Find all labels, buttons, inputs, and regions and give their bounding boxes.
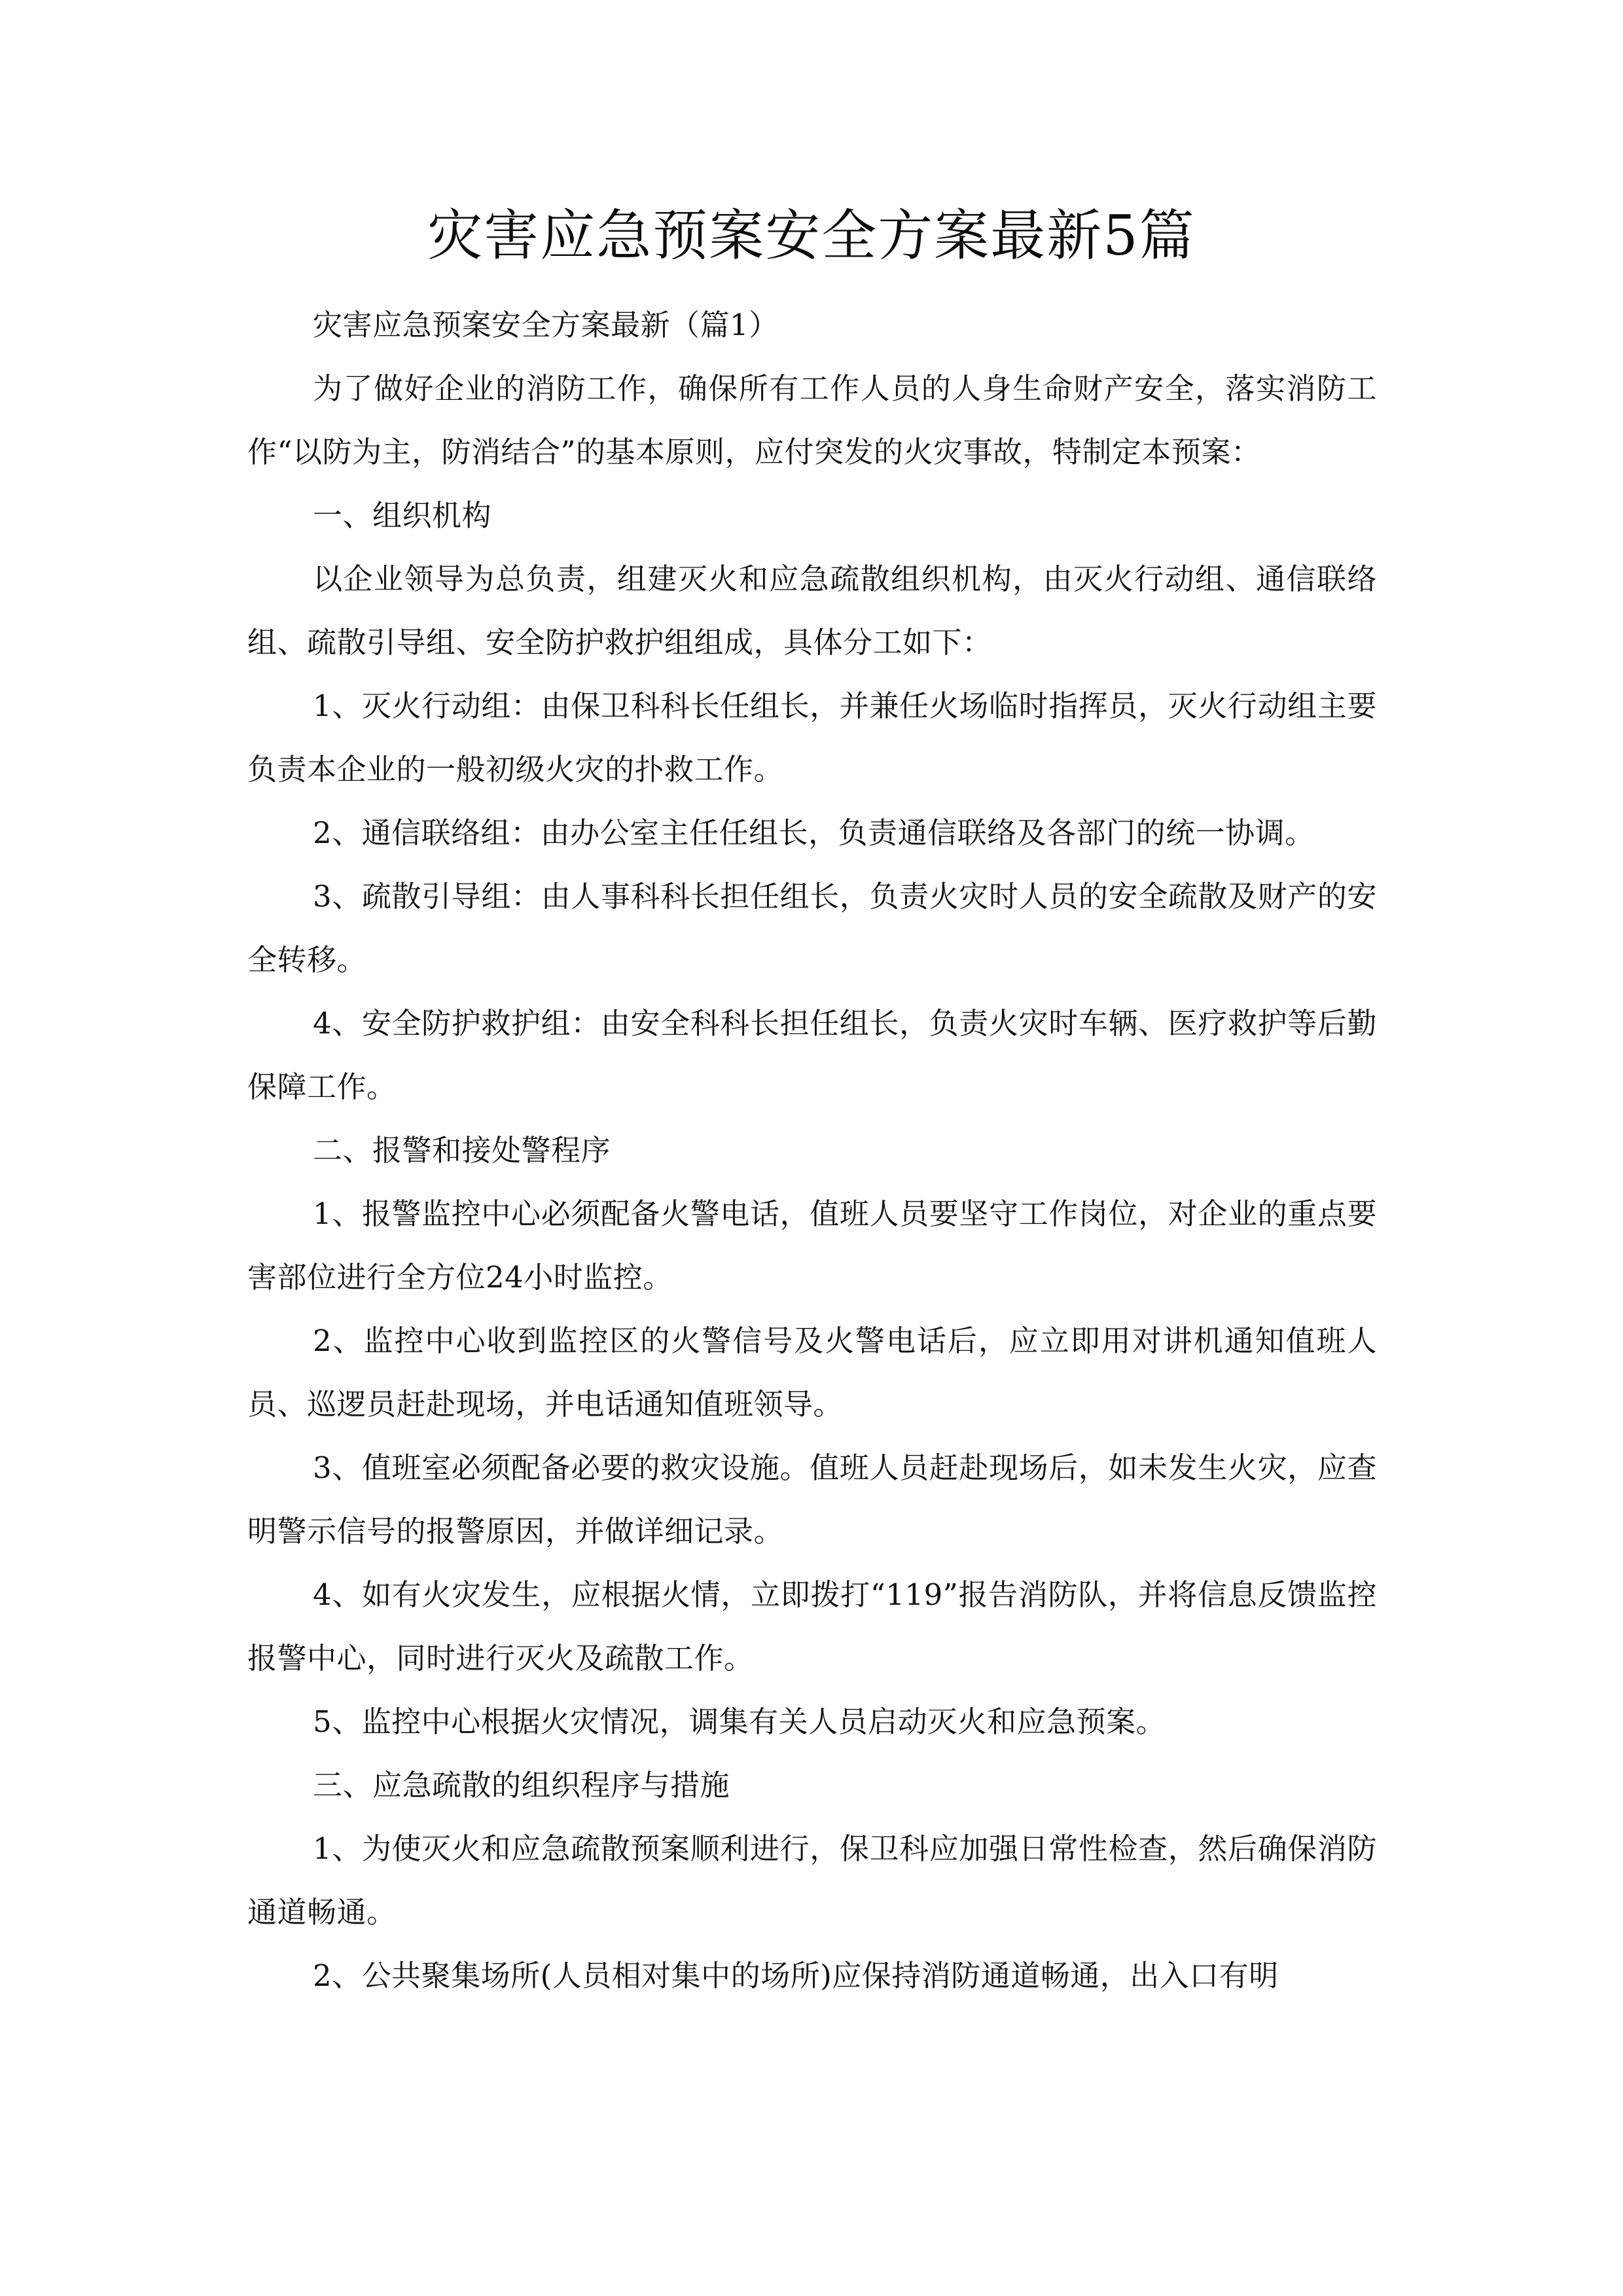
list-item: 1、报警监控中心必须配备火警电话，值班人员要坚守工作岗位，对企业的重点要害部位进行全方位24小时监控。 bbox=[247, 1196, 1377, 1295]
list-item: 3、值班室必须配备必要的救灾设施。值班人员赶赴现场后，如未发生火灾，应查明警示信号的报警原因，并做详细记录。 bbox=[247, 1450, 1377, 1549]
intro-paragraph: 为了做好企业的消防工作，确保所有工作人员的人身生命财产安全，落实消防工作“以防为主，防消结合”的基本原则，应付突发的火灾事故，特制定本预案： bbox=[247, 371, 1377, 469]
section-heading-organization: 一、组织机构 bbox=[313, 498, 492, 533]
document-title: 灾害应急预案安全方案最新5篇 bbox=[427, 204, 1196, 268]
section-heading-evacuation: 三、应急疏散的组织程序与措施 bbox=[313, 1768, 730, 1803]
list-item: 2、监控中心收到监控区的火警信号及火警电话后，应立即用对讲机通知值班人员、巡逻员赶赴现场，并电话通知值班领导。 bbox=[247, 1323, 1377, 1422]
section-subtitle: 灾害应急预案安全方案最新（篇1） bbox=[313, 308, 779, 342]
document-body bbox=[247, 293, 1377, 2007]
list-item: 2、公共聚集场所(人员相对集中的场所)应保持消防通道畅通，出入口有明 bbox=[313, 1958, 1279, 1993]
paragraph: 以企业领导为总负责，组建灭火和应急疏散组织机构，由灭火行动组、通信联络组、疏散引导组、安全防护救护组组成，具体分工如下： bbox=[247, 562, 1377, 660]
list-item: 4、安全防护救护组：由安全科科长担任组长，负责火灾时车辆、医疗救护等后勤保障工作。 bbox=[247, 1006, 1377, 1104]
list-item: 1、为使灭火和应急疏散预案顺利进行，保卫科应加强日常性检查，然后确保消防通道畅通。 bbox=[247, 1831, 1377, 1929]
list-item: 5、监控中心根据火灾情况，调集有关人员启动灭火和应急预案。 bbox=[313, 1704, 1166, 1739]
list-item: 4、如有火灾发生，应根据火情，立即拨打“119”报告消防队，并将信息反馈监控报警中心，同时进行灭火及疏散工作。 bbox=[247, 1577, 1377, 1676]
list-item: 1、灭火行动组：由保卫科科长任组长，并兼任火场临时指挥员，灭火行动组主要负责本企业的一般初级火灾的扑救工作。 bbox=[247, 689, 1377, 787]
list-item: 3、疏散引导组：由人事科科长担任组长，负责火灾时人员的安全疏散及财产的安全转移。 bbox=[247, 879, 1377, 977]
list-item: 2、通信联络组：由办公室主任任组长，负责通信联络及各部门的统一协调。 bbox=[313, 816, 1315, 850]
section-heading-alarm: 二、报警和接处警程序 bbox=[313, 1133, 611, 1168]
